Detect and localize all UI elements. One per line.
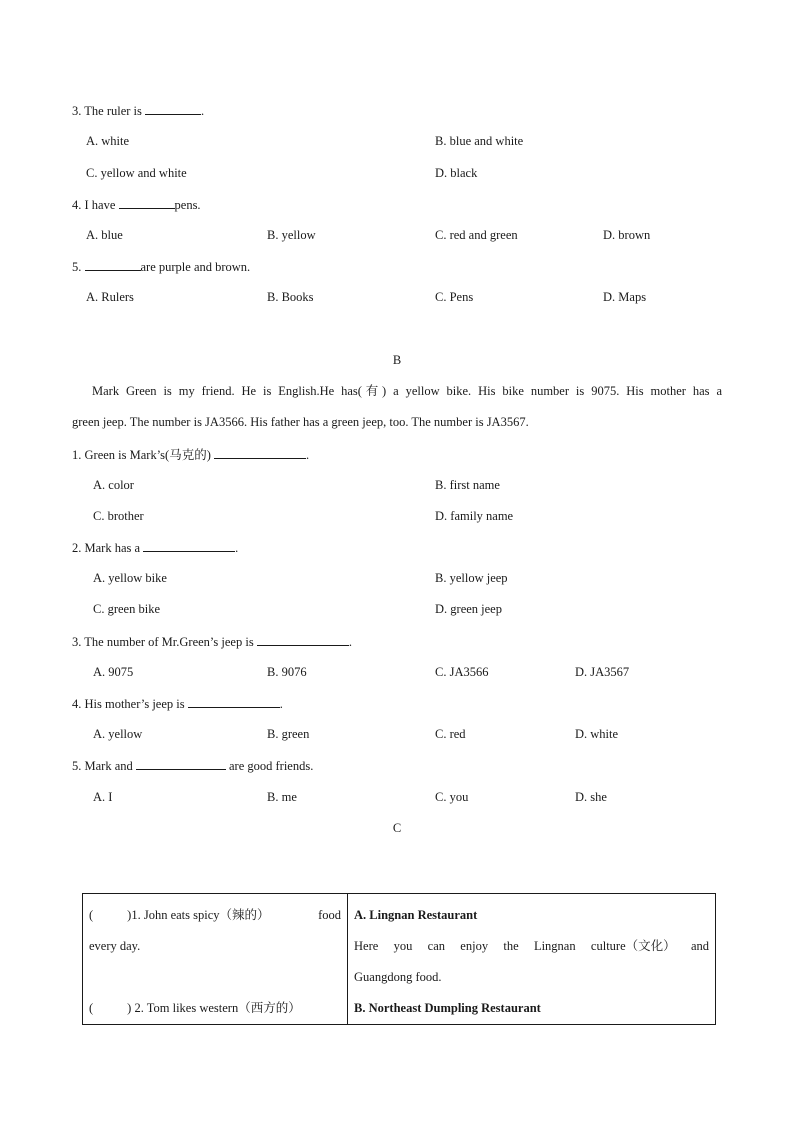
option-text: JA3566 — [449, 665, 489, 679]
option-letter: A. — [93, 790, 106, 804]
option-letter: C. — [435, 228, 447, 242]
option-letter: D. — [575, 790, 588, 804]
option-text: brown — [618, 228, 651, 242]
option-b3-b[interactable] — [267, 664, 307, 680]
question-text: I have — [84, 198, 116, 212]
answer-blank[interactable] — [136, 757, 226, 770]
word: culture（文化） — [590, 939, 676, 953]
option-text: blue and white — [449, 134, 524, 148]
option-text: green bike — [107, 602, 160, 616]
option-text: me — [281, 790, 297, 804]
option-letter: B. — [267, 790, 279, 804]
question-number: 3. — [72, 635, 82, 649]
option-text: I — [108, 790, 113, 804]
item-number: )1. — [127, 908, 141, 922]
option-letter: C. — [86, 166, 98, 180]
match-item-1-line1 — [89, 900, 341, 931]
answer-blank[interactable] — [145, 102, 201, 115]
option-b5-a[interactable] — [93, 789, 112, 805]
question-a4 — [72, 196, 201, 213]
word: enjoy — [460, 939, 489, 953]
option-b4-d[interactable] — [575, 726, 618, 742]
option-letter: B. — [435, 478, 447, 492]
option-text: Books — [281, 290, 314, 304]
question-b3 — [72, 633, 352, 650]
question-b4 — [72, 695, 283, 712]
option-text: blue — [101, 228, 123, 242]
option-b2-d[interactable] — [435, 601, 502, 617]
option-b1-b[interactable] — [435, 477, 500, 493]
option-text: color — [108, 478, 134, 492]
word: you — [393, 939, 413, 953]
option-letter: B. — [435, 571, 447, 585]
people-column — [83, 894, 348, 1025]
restaurant-b-title: B. Northeast Dumpling Restaurant — [354, 1001, 541, 1015]
question-number: 5. — [72, 260, 82, 274]
option-text: yellow bike — [108, 571, 167, 585]
question-text-end: . — [201, 104, 205, 118]
option-letter: C. — [435, 290, 447, 304]
option-a4-c[interactable] — [435, 227, 518, 243]
question-number: 2. — [72, 541, 82, 555]
question-text-end: . — [306, 448, 310, 462]
word: can — [427, 939, 445, 953]
option-letter: D. — [603, 290, 616, 304]
option-text: JA3567 — [590, 665, 630, 679]
option-text: red — [449, 727, 466, 741]
option-b4-c[interactable] — [435, 726, 466, 742]
answer-blank[interactable] — [257, 633, 349, 646]
restaurant-a-desc-line2: Guangdong food. — [354, 970, 442, 984]
answer-paren-open: ( — [89, 908, 94, 922]
question-b2 — [72, 539, 238, 556]
option-b2-a[interactable] — [93, 570, 167, 586]
option-a5-d[interactable] — [603, 289, 646, 305]
question-text: His mother’s jeep is — [84, 697, 185, 711]
passage-line: green jeep. The number is JA3566. His father has a green jeep, too. The number is JA3567. — [72, 415, 529, 429]
option-a5-c[interactable] — [435, 289, 473, 305]
option-text: first name — [449, 478, 500, 492]
option-letter: C. — [435, 790, 447, 804]
option-text: 9075 — [108, 665, 134, 679]
matching-table — [82, 893, 716, 1025]
option-text: white — [101, 134, 130, 148]
option-letter: B. — [267, 665, 279, 679]
answer-paren-open: ( — [89, 1001, 94, 1015]
restaurant-a-desc-line1 — [354, 931, 709, 962]
option-a3-c[interactable] — [86, 165, 187, 181]
question-a5 — [72, 258, 250, 275]
option-a5-a[interactable] — [86, 289, 134, 305]
option-b2-b[interactable] — [435, 570, 508, 586]
option-text: Pens — [449, 290, 474, 304]
option-text: black — [450, 166, 478, 180]
restaurant-a-title: A. Lingnan Restaurant — [354, 908, 478, 922]
option-a3-d[interactable] — [435, 165, 477, 181]
question-text: Mark and — [84, 759, 133, 773]
question-b5 — [72, 757, 313, 774]
option-text: yellow — [281, 228, 316, 242]
question-number: 4. — [72, 697, 82, 711]
word: and — [690, 939, 709, 953]
option-letter: C. — [435, 665, 447, 679]
option-letter: B. — [435, 134, 447, 148]
option-letter: D. — [435, 509, 448, 523]
option-letter: D. — [603, 228, 616, 242]
question-text: Mark has a — [84, 541, 141, 555]
item-text: John eats spicy（辣的） — [143, 908, 270, 922]
option-text: yellow and white — [100, 166, 187, 180]
question-text: The ruler is — [84, 104, 142, 118]
option-text: yellow jeep — [449, 571, 508, 585]
option-letter: A. — [86, 290, 99, 304]
restaurants-column — [348, 894, 716, 1025]
option-text: green jeep — [450, 602, 502, 616]
option-a4-a[interactable] — [86, 227, 123, 243]
option-letter: A. — [93, 478, 106, 492]
question-text: The number of Mr.Green’s jeep is — [84, 635, 254, 649]
option-letter: D. — [575, 727, 588, 741]
question-text-end: pens. — [174, 198, 201, 212]
option-text: you — [449, 790, 469, 804]
option-b1-c[interactable] — [93, 508, 144, 524]
answer-blank[interactable] — [143, 539, 235, 552]
question-number: 1. — [72, 448, 82, 462]
section-b-heading: B — [392, 353, 402, 367]
option-b5-b[interactable] — [267, 789, 297, 805]
option-letter: D. — [435, 166, 448, 180]
word: Lingnan — [533, 939, 576, 953]
option-text: white — [590, 727, 619, 741]
match-item-2-line1 — [89, 993, 341, 1024]
option-b3-a[interactable] — [93, 664, 133, 680]
question-b1 — [72, 446, 309, 463]
option-letter: C. — [93, 602, 105, 616]
option-b5-c[interactable] — [435, 789, 468, 805]
option-a3-b[interactable] — [435, 133, 523, 149]
option-b2-c[interactable] — [93, 601, 160, 617]
spacer — [89, 962, 341, 993]
option-text: she — [590, 790, 607, 804]
answer-blank[interactable] — [188, 695, 280, 708]
question-number: 5. — [72, 759, 82, 773]
option-b3-c[interactable] — [435, 664, 489, 680]
option-letter: A. — [86, 228, 99, 242]
option-b1-d[interactable] — [435, 508, 513, 524]
question-number: 3. — [72, 104, 82, 118]
item-number: ) 2. — [127, 1001, 144, 1015]
option-letter: A. — [93, 727, 106, 741]
option-text: yellow — [108, 727, 143, 741]
option-letter: B. — [267, 727, 279, 741]
item-text: food — [318, 908, 341, 922]
answer-blank[interactable] — [119, 196, 175, 209]
option-a4-b[interactable] — [267, 227, 316, 243]
question-text-end: . — [235, 541, 239, 555]
option-letter: A. — [93, 571, 106, 585]
option-a4-d[interactable] — [603, 227, 650, 243]
question-text-end: . — [348, 635, 352, 649]
option-letter: D. — [575, 665, 588, 679]
option-a3-a[interactable] — [86, 133, 129, 149]
option-b1-a[interactable] — [93, 477, 134, 493]
section-c-heading: C — [392, 821, 402, 835]
option-text: red and green — [449, 228, 518, 242]
option-letter: A. — [93, 665, 106, 679]
word: the — [503, 939, 519, 953]
match-item-1-line2: every day. — [89, 939, 141, 953]
question-text-end: . — [279, 697, 283, 711]
option-letter: B. — [267, 290, 279, 304]
word: Here — [354, 939, 379, 953]
option-letter: C. — [435, 727, 447, 741]
option-b4-b[interactable] — [267, 726, 309, 742]
passage-line: Mark Green is my friend. He is English.He has(有) a yellow bike. His bike number is 9075. His mother has a — [92, 384, 722, 398]
question-a3 — [72, 102, 204, 119]
question-number: 4. — [72, 198, 82, 212]
option-text: brother — [107, 509, 144, 523]
option-a5-b[interactable] — [267, 289, 314, 305]
option-text: Rulers — [101, 290, 134, 304]
option-text: 9076 — [281, 665, 307, 679]
option-letter: C. — [93, 509, 105, 523]
question-text-end: are purple and brown. — [140, 260, 251, 274]
option-letter: D. — [435, 602, 448, 616]
option-letter: B. — [267, 228, 279, 242]
item-text: Tom likes western（西方的） — [146, 1001, 301, 1015]
answer-blank[interactable] — [214, 446, 306, 459]
question-text-end: are good friends. — [229, 759, 314, 773]
option-text: green — [281, 727, 310, 741]
question-text: Green is Mark’s(马克的) — [84, 448, 211, 462]
option-b3-d[interactable] — [575, 664, 629, 680]
answer-blank[interactable] — [85, 258, 141, 271]
option-text: Maps — [618, 290, 647, 304]
option-b4-a[interactable] — [93, 726, 142, 742]
section-b-passage — [72, 376, 722, 438]
option-text: family name — [450, 509, 514, 523]
option-b5-d[interactable] — [575, 789, 607, 805]
option-letter: A. — [86, 134, 99, 148]
